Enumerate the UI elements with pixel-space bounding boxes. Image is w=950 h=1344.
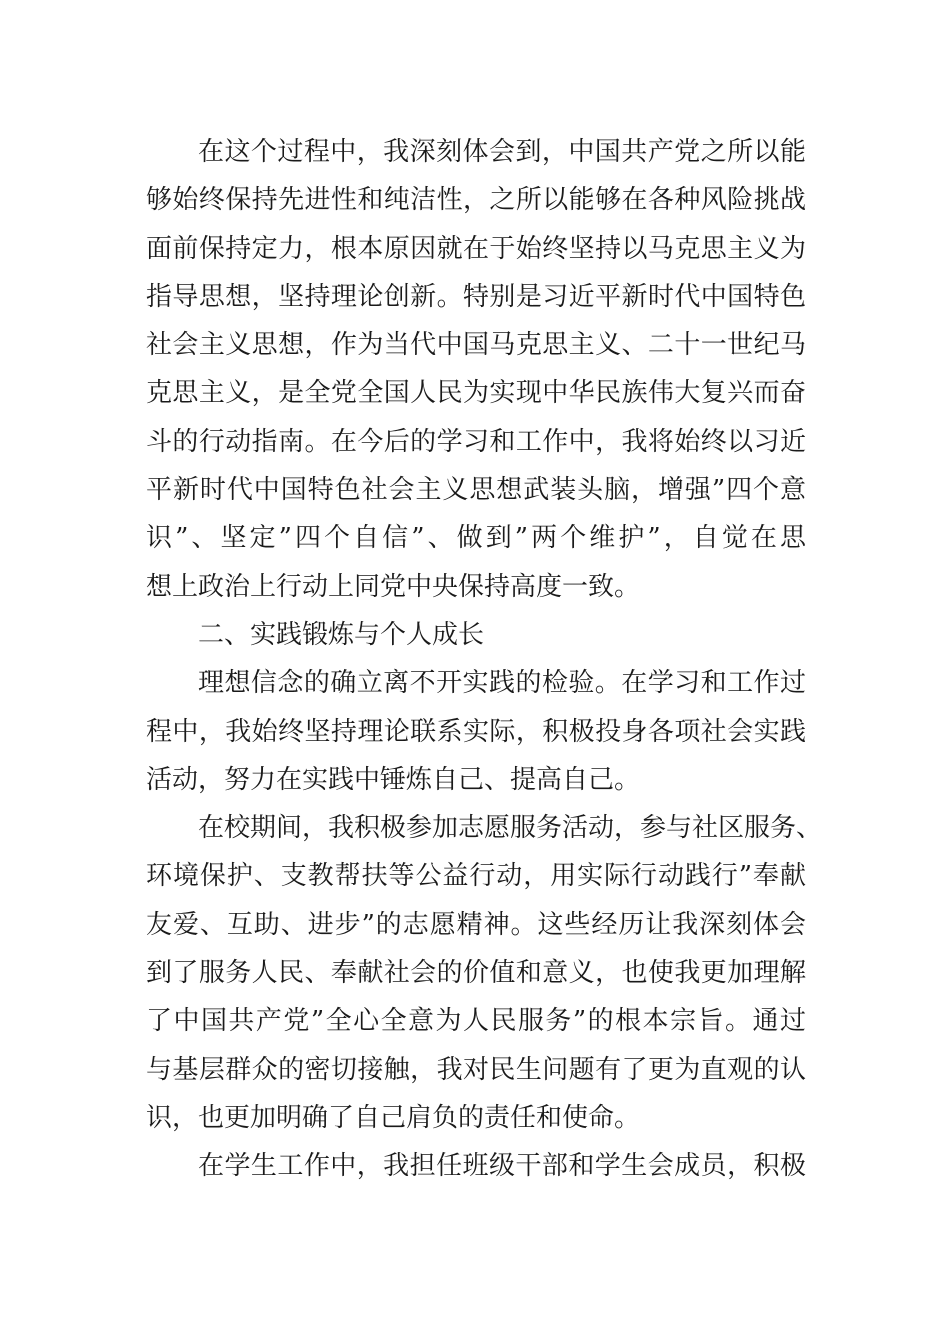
text-line: 到了服务人民、奉献社会的价值和意义，也使我更加理解 xyxy=(146,958,806,989)
text-line: 平新时代中国特色社会主义思想武装头脑，增强”四个意 xyxy=(146,475,806,506)
text-line: 面前保持定力，根本原因就在于始终坚持以马克思主义为 xyxy=(146,233,806,264)
text-line: 理想信念的确立离不开实践的检验。在学习和工作过 xyxy=(198,668,806,699)
text-line: 友爱、互助、进步”的志愿精神。这些经历让我深刻体会 xyxy=(146,909,806,940)
text-line: 了中国共产党”全心全意为人民服务”的根本宗旨。通过 xyxy=(146,1006,806,1037)
text-line: 在校期间，我积极参加志愿服务活动，参与社区服务、 xyxy=(198,813,823,844)
text-line: 活动，努力在实践中锤炼自己、提高自己。 xyxy=(146,764,641,795)
paragraph-volunteer xyxy=(146,804,823,1142)
paragraph-theory-experience xyxy=(146,128,806,611)
text-line: 与基层群众的密切接触，我对民生问题有了更为直观的认 xyxy=(146,1054,806,1085)
text-line: 指导思想，坚持理论创新。特别是习近平新时代中国特色 xyxy=(146,281,806,312)
text-line: 环境保护、支教帮扶等公益行动，用实际行动践行”奉献 xyxy=(146,861,806,892)
text-line: 克思主义，是全党全国人民为实现中华民族伟大复兴而奋 xyxy=(146,378,806,409)
text-line: 在学生工作中，我担任班级干部和学生会成员，积极 xyxy=(198,1151,806,1182)
text-line: 社会主义思想，作为当代中国马克思主义、二十一世纪马 xyxy=(146,330,806,361)
text-line: 够始终保持先进性和纯洁性，之所以能够在各种风险挑战 xyxy=(146,185,806,216)
text-line: 程中，我始终坚持理论联系实际，积极投身各项社会实践 xyxy=(146,716,806,747)
text-line: 想上政治上行动上同党中央保持高度一致。 xyxy=(146,571,641,602)
paragraph-student-work xyxy=(146,1142,806,1190)
document-body xyxy=(146,128,823,1191)
section-heading: 二、实践锻炼与个人成长 xyxy=(198,619,485,650)
text-line: 识”、坚定”四个自信”、做到”两个维护”，自觉在思 xyxy=(146,523,806,554)
text-line: 斗的行动指南。在今后的学习和工作中，我将始终以习近 xyxy=(146,426,806,457)
paragraph-practice-intro xyxy=(146,659,806,804)
section-heading-practice xyxy=(146,611,806,659)
text-line: 识，也更加明确了自己肩负的责任和使命。 xyxy=(146,1102,641,1133)
text-line: 在这个过程中，我深刻体会到，中国共产党之所以能 xyxy=(198,137,806,167)
